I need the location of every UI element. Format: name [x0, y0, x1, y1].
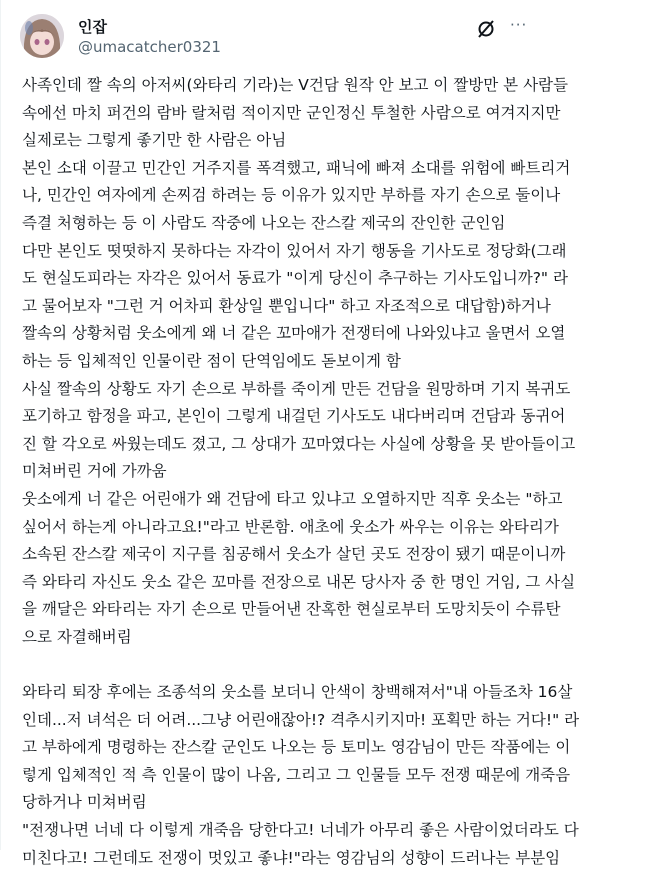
post-text-line: 소속된 잔스칼 제국이 지구를 침공해서 웃소가 살던 곳도 전장이 됐기 때문이니까 [22, 545, 566, 564]
post-text-line [22, 651, 642, 679]
post-text-line: 웃소에게 너 같은 어린애가 왜 건담에 타고 있냐고 오열하지만 직후 웃소는 "하고 [22, 489, 563, 508]
post-text-line: 렇게 입체적인 적 측 인물이 많이 나옴, 그리고 그 인물들 모두 전쟁 때문에 개죽음 [22, 765, 571, 784]
post-text-line: 사족인데 짤 속의 아저씨(와타리 기라)는 V건담 원작 안 보고 이 짤방만 본 사람들 [22, 76, 568, 94]
post-text-line: 미쳐버린 거에 가까움 [22, 462, 167, 481]
post-text-line: 고 물어보자 "그런 거 어차피 환상일 뿐입니다" 하고 자조적으로 대답함)하거나 [22, 296, 551, 315]
post-text-line: 미친다고! 그런데도 전쟁이 멋있고 좋냐!"라는 영감님의 성향이 드러나는 부분임 [22, 848, 561, 867]
post-text [22, 72, 642, 872]
post-text-line: 을 깨달은 와타리는 자기 손으로 만들어낸 잔혹한 현실로부터 도망치듯이 수류탄 [22, 600, 561, 619]
post-text-line: 하는 등 입체적인 인물이란 점이 단역임에도 돋보이게 함 [22, 351, 401, 370]
post-text-line: 즉결 처형하는 등 이 사람도 작중에 나오는 잔스칼 제국의 잔인한 군인임 [22, 213, 506, 232]
post-text-line: "전쟁나면 너네 다 이렇게 개죽음 당한다고! 너네가 아무리 좋은 사람이었더라도 다 [22, 821, 579, 840]
post-text-line: 사실 짤속의 상황도 자기 손으로 부하를 죽이게 만든 건담을 원망하며 기지 복귀도 [22, 379, 571, 398]
post-text-line: 짤속의 상황처럼 웃소에게 왜 너 같은 꼬마애가 전쟁터에 나와있냐고 울면서 오열 [22, 324, 566, 343]
grok-icon[interactable] [475, 18, 497, 40]
post-text-line: 본인 소대 이끌고 민간인 거주지를 폭격했고, 패닉에 빠져 소대를 위험에 빠트리거 [22, 158, 571, 177]
post-text-line: 싶어서 하는게 아니라고요!"라고 반론함. 애초에 웃소가 싸우는 이유는 와타리가 [22, 517, 559, 536]
post-text-line: 으로 자결해버림 [22, 627, 132, 646]
author-name[interactable]: 인잡 [78, 18, 107, 36]
column-border [0, 0, 1, 850]
post-header [20, 14, 654, 60]
post-text-line: 진 할 각오로 싸웠는데도 졌고, 그 상대가 꼬마였다는 사실에 상황을 못 받아들이고 [22, 434, 576, 453]
post-text-line: 나, 민간인 여자에게 손찌검 하려는 등 이유가 있지만 부하를 자기 손으로 둘이나 [22, 186, 561, 205]
post-text-line: 다만 본인도 떳떳하지 못하다는 자각이 있어서 자기 행동을 기사도로 정당화(그래 [22, 241, 567, 260]
more-options-icon[interactable]: ··· [510, 16, 528, 34]
post-text-line: 포기하고 함정을 파고, 본인이 그렇게 내걸던 기사도도 내다버리며 건담과 동귀어 [22, 407, 566, 426]
post-text-line: 즉 와타리 자신도 웃소 같은 꼬마를 전장으로 내몬 당사자 중 한 명인 거임, 그 사실 [22, 572, 576, 591]
post-text-line: 고 부하에게 명령하는 잔스칼 군인도 나오는 등 토미노 영감님이 만든 작품에는 이 [22, 738, 571, 757]
post-text-line: 와타리 퇴장 후에는 조종석의 웃소를 보더니 안색이 창백해져서"내 아들조차 16살 [22, 683, 573, 702]
post-text-line: 당하거나 미쳐버림 [22, 793, 147, 812]
post-text-line: 속에선 마치 퍼건의 람바 랄처럼 적이지만 군인정신 투철한 사람으로 여겨지지만 [22, 103, 561, 122]
author-handle[interactable]: @umacatcher0321 [78, 38, 221, 56]
post-text-line: 인데...저 녀석은 더 어려...그냥 어린애잖아!? 격추시키지마! 포획만 하는 거다!" 라 [22, 710, 580, 729]
avatar[interactable] [20, 14, 64, 58]
post-text-line: 실제로는 그렇게 좋기만 한 사람은 아님 [22, 131, 287, 150]
post-text-line: 도 현실도피라는 자각은 있어서 동료가 "이게 당신이 추구하는 기사도입니까?" 라 [22, 269, 568, 288]
